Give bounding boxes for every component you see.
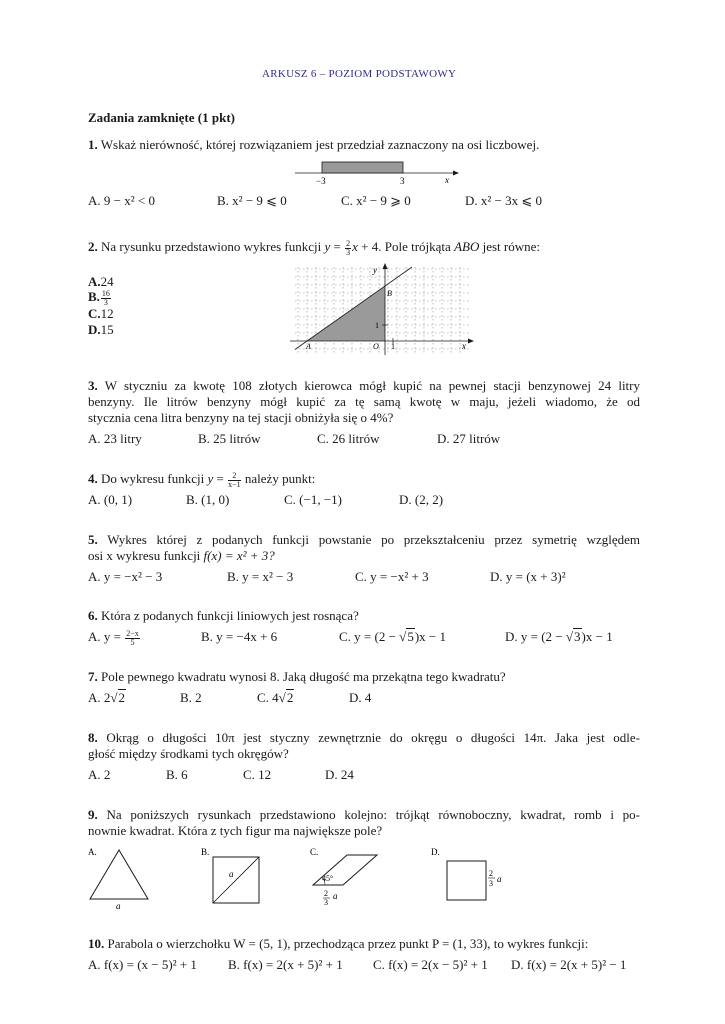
q9-triangle (90, 850, 148, 899)
q7-option-a[interactable]: A. 2√2 (88, 690, 126, 705)
page-header: ARKUSZ 6 – POZIOM PODSTAWOWY (262, 68, 457, 80)
q10-number: 10. (88, 936, 105, 951)
q10-option-b[interactable]: B. f(x) = 2(x + 5)² + 1 (228, 957, 343, 972)
q3-option-a[interactable]: A. 23 litry (88, 431, 142, 446)
q2-number: 2. (88, 239, 98, 254)
q8-text: 8. Okrąg o długości 10π jest styczny zewnętrznie do okręgu o długości 14π. Jaka jest odle- głość między środkami tych okręgów? (88, 730, 640, 761)
q9-b-diag-label: a (229, 869, 234, 879)
q7-option-c[interactable]: C. 4√2 (257, 690, 294, 705)
q8-option-c[interactable]: C. 12 (243, 767, 272, 782)
q2-question-pre: Na rysunku przedstawiono wykres funkcji (101, 239, 322, 254)
q1-option-d[interactable]: D. x² − 3x ⩽ 0 (465, 193, 543, 208)
q7-number: 7. (88, 669, 98, 684)
q2-point-a: A (306, 342, 311, 351)
q4-option-d[interactable]: D. (2, 2) (399, 492, 444, 507)
q1-axis-right: 3 (400, 176, 405, 186)
q2-graph (290, 263, 475, 358)
q10-option-d[interactable]: D. f(x) = 2(x + 5)² − 1 (511, 957, 627, 972)
q6-option-b[interactable]: B. y = −4x + 6 (201, 629, 278, 644)
q9-c-angle-label: 45° (322, 874, 334, 883)
q2-fraction: $\frac{2}{3}$ (346, 238, 351, 257)
q9-label-d: D. (431, 847, 440, 857)
q8-option-b[interactable]: B. 6 (166, 767, 188, 782)
q4-option-a[interactable]: A. (0, 1) (88, 492, 133, 507)
q5-option-a[interactable]: A. y = −x² − 3 (88, 569, 163, 584)
q5-option-d[interactable]: D. y = (x + 3)² (490, 569, 566, 584)
q2-x-label: x (462, 341, 466, 351)
q9-label-b: B. (201, 847, 210, 857)
q2-tick-y1: 1 (375, 321, 379, 330)
q1-interval-shade (322, 162, 403, 173)
q4-fraction: $\frac{2}{x-1}$ (228, 470, 241, 489)
q1-axis-left: −3 (316, 176, 326, 186)
q6-text: 6. Która z podanych funkcji liniowych jest rosnąca? (88, 608, 359, 623)
q2-tick-x1: 1 (391, 342, 395, 351)
q3-option-d[interactable]: D. 27 litrów (437, 431, 501, 446)
q1-number-line (295, 157, 460, 187)
q1-text (88, 137, 539, 153)
q1-question: Wskaż nierówność, której rozwiązaniem jest przedział zaznaczony na osi liczbowej. (100, 137, 540, 152)
q2-question-end: jest równe: (482, 239, 540, 254)
q9-d-a-label: a (497, 874, 502, 884)
q1-option-b[interactable]: B. x² − 9 ⩽ 0 (217, 193, 287, 208)
q2-point-o: O (373, 342, 379, 351)
q3-option-b[interactable]: B. 25 litrów (198, 431, 261, 446)
q9-number: 9. (88, 807, 98, 822)
q2-triangle-name: ABO (454, 239, 480, 254)
q5-number: 5. (88, 532, 98, 547)
q10-option-a[interactable]: A. f(x) = (x − 5)² + 1 (88, 957, 197, 972)
q9-c-a-label: a (333, 891, 338, 901)
q2-option-d[interactable]: D.15 (88, 322, 114, 337)
q7-option-d[interactable]: D. 4 (349, 690, 372, 705)
q7-option-b[interactable]: B. 2 (180, 690, 202, 705)
q8-option-d[interactable]: D. 24 (325, 767, 354, 782)
q2-point-b: B (387, 289, 392, 298)
q8-option-a[interactable]: A. 2 (88, 767, 111, 782)
q9-square-diagonal (213, 857, 259, 903)
q9-d-frac-d: 3 (489, 879, 493, 888)
section-title: Zadania zamknięte (1 pkt) (88, 110, 235, 125)
q1-option-a[interactable]: A. 9 − x² < 0 (88, 193, 155, 208)
q3-number: 3. (88, 378, 98, 393)
q2-y-label: y (373, 265, 377, 275)
q6-option-c[interactable]: C. y = (2 − √5)x − 1 (339, 629, 446, 644)
q2-option-c[interactable]: C.12 (88, 306, 114, 321)
q9-a-side-label: a (116, 901, 121, 911)
q1-axis-var: x (445, 175, 449, 185)
q2-question-post: Pole trójkąta (384, 239, 451, 254)
q4-text: 4. Do wykresu funkcji y = $\frac{2}{x-1}$ należy punkt: (88, 470, 316, 489)
q1-number: 1. (88, 137, 98, 152)
q1-option-c[interactable]: C. x² − 9 ⩾ 0 (341, 193, 411, 208)
q5-option-c[interactable]: C. y = −x² + 3 (355, 569, 429, 584)
q8-number: 8. (88, 730, 98, 745)
q6-option-a[interactable]: A. y = $\frac{2-x}{5}$ (88, 628, 139, 647)
q9-label-c: C. (310, 847, 319, 857)
q9-c-frac-d: 3 (324, 898, 328, 907)
q4-number: 4. (88, 471, 98, 486)
q4-option-c[interactable]: C. (−1, −1) (284, 492, 342, 507)
q5-option-b[interactable]: B. y = x² − 3 (227, 569, 294, 584)
q9-label-a: A. (88, 847, 97, 857)
q6-option-d[interactable]: D. y = (2 − √3)x − 1 (505, 629, 613, 644)
q9-figures (85, 845, 585, 915)
q4-option-b[interactable]: B. (1, 0) (186, 492, 230, 507)
q9-text: 9. Na poniższych rysunkach przedstawiono kolejno: trójkąt równoboczny, kwadrat, romb i po- nownie kwadrat. Która z tych figur ma największe pole? (88, 807, 640, 838)
q6-number: 6. (88, 608, 98, 623)
q3-option-c[interactable]: C. 26 litrów (317, 431, 380, 446)
q5-text: 5. Wykres której z podanych funkcji powstanie po przekształceniu przez symetrię względem osi x wykresu funkcji f(x) = x² + 3? (88, 532, 641, 563)
q2-option-a[interactable]: A.24 (88, 274, 114, 289)
q2-text: 2. Na rysunku przedstawiono wykres funkcji y = $\frac{2}{3}$ x + 4. Pole trójkąta ABO jest równe: (88, 238, 540, 257)
q3-text: 3. W styczniu za kwotę 108 złotych kierowca mógł kupić na pewnej stacji benzynowej 24 litry benzyny. Ile litrów benzyny mógł kupić za tę samą kwotę w maju, jeżeli wiadomo, że od stycznia cena litra benzyny na tej stacji obniżyła się o 4%? (88, 378, 641, 425)
q9-square-d (447, 861, 486, 900)
q2-option-b[interactable]: B. $\frac{16}{3}$ (88, 288, 110, 307)
q9-d-frac-n: 2 (489, 869, 493, 878)
q9-c-frac-n: 2 (324, 889, 328, 898)
q10-text: 10. Parabola o wierzchołku W = (5, 1), przechodząca przez punkt P = (1, 33), to wykres funkcji: (88, 936, 589, 951)
q10-option-c[interactable]: C. f(x) = 2(x − 5)² + 1 (373, 957, 488, 972)
q7-text: 7. Pole pewnego kwadratu wynosi 8. Jaką długość ma przekątna tego kwadratu? (88, 669, 506, 684)
